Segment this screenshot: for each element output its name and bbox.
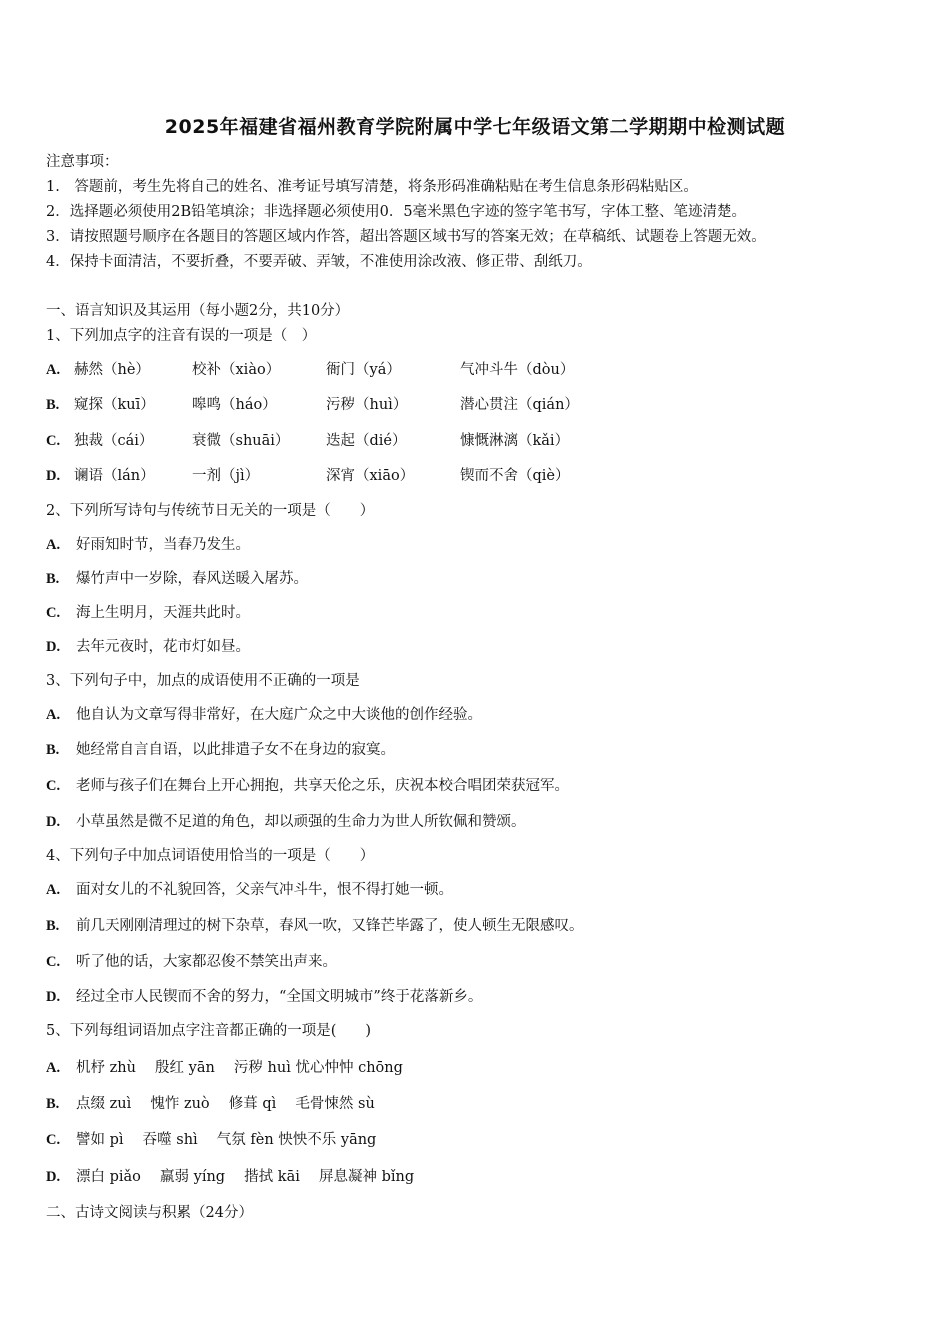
question-2-option-d: [46, 637, 250, 657]
notice-item: 1. 答题前，考生先将自己的姓名、准考证号填写清楚，将条形码准确粘贴在考生信息条形码粘贴区。: [46, 179, 698, 195]
question-3-option-b: [46, 740, 395, 760]
option-label: A.: [46, 707, 61, 723]
option-label: C.: [46, 778, 61, 794]
option-word: 慷慨淋漓（kǎi）: [460, 433, 570, 449]
option-label: D.: [46, 989, 61, 1005]
option-text: 譬如 pì 吞噬 shì 气氛 fèn 怏怏不乐 yāng: [76, 1132, 377, 1148]
question-4-stem: 4、下列句子中加点词语使用恰当的一项是（ ）: [46, 848, 375, 864]
question-2-option-b: [46, 569, 308, 589]
option-text: 老师与孩子们在舞台上开心拥抱，共享天伦之乐，庆祝本校合唱团荣获冠军。: [76, 778, 569, 794]
option-text: 机杼 zhù 殷红 yān 污秽 huì 忧心忡忡 chōng: [76, 1060, 403, 1076]
option-word: 嗥鸣（háo）: [192, 397, 277, 413]
option-label: D.: [46, 639, 61, 655]
option-label: C.: [46, 605, 61, 621]
question-5-option-a: [46, 1058, 403, 1078]
option-label: C.: [46, 433, 61, 449]
option-text: 漂白 piǎo 羸弱 yíng 揩拭 kāi 屏息凝神 bǐng: [76, 1169, 415, 1185]
page-title: 2025年福建省福州教育学院附属中学七年级语文第二学期期中检测试题: [164, 116, 786, 138]
option-label: B.: [46, 1096, 60, 1112]
option-label: A.: [46, 882, 61, 898]
question-2-option-a: [46, 535, 250, 555]
option-word: 窥探（kuī）: [74, 397, 155, 413]
question-1-option-a: [46, 360, 906, 380]
option-label: D.: [46, 1169, 61, 1185]
option-text: 海上生明月，天涯共此时。: [76, 605, 250, 621]
question-2-option-c: [46, 603, 250, 623]
option-word: 气冲斗牛（dòu）: [460, 362, 575, 378]
option-word: 衙门（yá）: [326, 362, 401, 378]
option-label: C.: [46, 1132, 61, 1148]
question-1-option-c: [46, 431, 906, 451]
question-1-option-b: [46, 395, 906, 415]
question-4-option-a: [46, 880, 453, 900]
option-label: B.: [46, 571, 60, 587]
option-word: 赫然（hè）: [74, 362, 150, 378]
section-heading-1: 一、语言知识及其运用（每小题2分，共10分）: [46, 303, 350, 319]
question-2-stem: 2、下列所写诗句与传统节日无关的一项是（ ）: [46, 503, 375, 519]
option-text: 面对女儿的不礼貌回答，父亲气冲斗牛，恨不得打她一顿。: [76, 882, 453, 898]
question-4-option-c: [46, 952, 337, 972]
option-label: B.: [46, 918, 60, 934]
option-text: 点缀 zuì 愧怍 zuò 修葺 qì 毛骨悚然 sù: [76, 1096, 375, 1112]
option-label: B.: [46, 397, 60, 413]
option-text: 她经常自言自语，以此排遣子女不在身边的寂寞。: [76, 742, 395, 758]
option-text: 前几天刚刚清理过的树下杂草，春风一吹，又锋芒毕露了，使人顿生无限感叹。: [76, 918, 584, 934]
notice-heading: 注意事项：: [46, 154, 119, 170]
notice-item: 3．请按照题号顺序在各题目的答题区域内作答，超出答题区域书写的答案无效；在草稿纸、试题卷上答题无效。: [46, 229, 766, 245]
question-1-option-d: [46, 466, 906, 486]
option-word: 锲而不舍（qiè）: [460, 468, 570, 484]
option-label: A.: [46, 1060, 61, 1076]
question-3-option-c: [46, 776, 569, 796]
option-word: 深宵（xiāo）: [326, 468, 415, 484]
option-label: A.: [46, 537, 61, 553]
option-word: 一剂（jì）: [192, 468, 260, 484]
option-label: D.: [46, 814, 61, 830]
question-5-option-c: [46, 1130, 376, 1150]
notice-item: 4．保持卡面清洁，不要折叠，不要弄破、弄皱，不准使用涂改液、修正带、刮纸刀。: [46, 254, 592, 270]
question-1-stem: 1、下列加点字的注音有误的一项是（ ）: [46, 328, 317, 344]
notice-item: 2．选择题必须使用2B铅笔填涂；非选择题必须使用0．5毫米黑色字迹的签字笔书写，字体工整、笔迹清楚。: [46, 204, 747, 220]
question-4-option-d: [46, 987, 482, 1007]
question-3-option-a: [46, 705, 482, 725]
option-word: 迭起（dié）: [326, 433, 407, 449]
question-4-option-b: [46, 916, 584, 936]
option-label: A.: [46, 362, 61, 378]
option-word: 谰语（lán）: [74, 468, 155, 484]
option-word: 独裁（cái）: [74, 433, 154, 449]
option-label: B.: [46, 742, 60, 758]
option-word: 衰微（shuāi）: [192, 433, 290, 449]
option-word: 潜心贯注（qián）: [460, 397, 579, 413]
option-text: 经过全市人民锲而不舍的努力，“全国文明城市”终于花落新乡。: [76, 989, 483, 1005]
option-word: 校补（xiào）: [192, 362, 281, 378]
question-3-option-d: [46, 812, 526, 832]
option-text: 爆竹声中一岁除，春风送暖入屠苏。: [76, 571, 308, 587]
option-text: 去年元夜时，花市灯如昼。: [76, 639, 250, 655]
option-text: 他自认为文章写得非常好，在大庭广众之中大谈他的创作经验。: [76, 707, 482, 723]
option-text: 听了他的话，大家都忍俊不禁笑出声来。: [76, 954, 337, 970]
question-5-option-d: [46, 1167, 414, 1187]
question-5-option-b: [46, 1094, 375, 1114]
section-heading-2: 二、古诗文阅读与积累（24分）: [46, 1205, 253, 1221]
option-text: 好雨知时节，当春乃发生。: [76, 537, 250, 553]
option-label: C.: [46, 954, 61, 970]
option-text: 小草虽然是微不足道的角色，却以顽强的生命力为世人所钦佩和赞颂。: [76, 814, 526, 830]
option-word: 污秽（huì）: [326, 397, 408, 413]
option-label: D.: [46, 468, 61, 484]
question-5-stem: 5、下列每组词语加点字注音都正确的一项是( ): [46, 1023, 372, 1039]
question-3-stem: 3、下列句子中，加点的成语使用不正确的一项是: [46, 673, 360, 689]
